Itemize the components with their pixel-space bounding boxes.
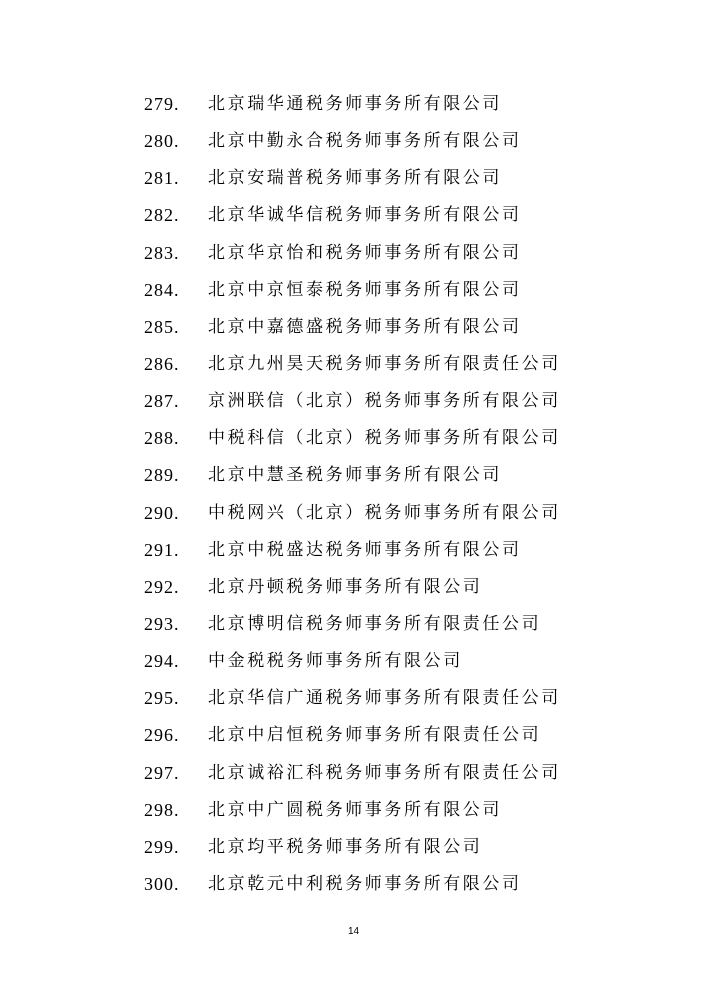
firm-name: 北京乾元中利税务师事务所有限公司	[208, 874, 522, 895]
list-item	[144, 495, 664, 532]
firm-name: 北京均平税务师事务所有限公司	[208, 836, 483, 857]
list-item	[144, 643, 664, 680]
entry-number: 293.	[144, 614, 180, 635]
list-item	[144, 235, 664, 272]
firm-name: 北京中慧圣税务师事务所有限公司	[208, 465, 502, 486]
page-number: 14	[347, 926, 360, 937]
firm-name: 北京华信广通税务师事务所有限责任公司	[208, 688, 561, 709]
entry-number: 287.	[144, 391, 180, 412]
firm-list	[144, 86, 664, 903]
firm-name: 京洲联信（北京）税务师事务所有限公司	[208, 391, 561, 412]
entry-number: 279.	[144, 94, 180, 115]
list-item	[144, 160, 664, 197]
entry-number: 294.	[144, 651, 180, 672]
firm-name: 中税网兴（北京）税务师事务所有限公司	[208, 502, 561, 523]
list-item	[144, 829, 664, 866]
firm-name: 北京中勤永合税务师事务所有限公司	[208, 131, 522, 152]
entry-number: 282.	[144, 205, 180, 226]
entry-number: 285.	[144, 316, 180, 337]
firm-name: 中金税税务师事务所有限公司	[208, 651, 463, 672]
firm-name: 北京华诚华信税务师事务所有限公司	[208, 205, 522, 226]
list-item	[144, 123, 664, 160]
entry-number: 296.	[144, 725, 180, 746]
list-item	[144, 532, 664, 569]
entry-number: 295.	[144, 688, 180, 709]
list-item	[144, 680, 664, 717]
list-item	[144, 717, 664, 754]
list-item	[144, 457, 664, 494]
entry-number: 297.	[144, 762, 180, 783]
firm-name: 北京中税盛达税务师事务所有限公司	[208, 539, 522, 560]
firm-name: 北京华京怡和税务师事务所有限公司	[208, 242, 522, 263]
list-item	[144, 272, 664, 309]
firm-name: 北京博明信税务师事务所有限责任公司	[208, 614, 542, 635]
list-item	[144, 866, 664, 903]
list-item	[144, 346, 664, 383]
firm-name: 北京中启恒税务师事务所有限责任公司	[208, 725, 542, 746]
list-item	[144, 197, 664, 234]
firm-name: 北京瑞华通税务师事务所有限公司	[208, 94, 502, 115]
entry-number: 300.	[144, 874, 180, 895]
entry-number: 289.	[144, 465, 180, 486]
entry-number: 286.	[144, 354, 180, 375]
list-item	[144, 755, 664, 792]
firm-name: 北京诚裕汇科税务师事务所有限责任公司	[208, 762, 561, 783]
firm-name: 北京中广圆税务师事务所有限公司	[208, 799, 502, 820]
entry-number: 280.	[144, 131, 180, 152]
entry-number: 281.	[144, 168, 180, 189]
list-item	[144, 792, 664, 829]
firm-name: 北京丹顿税务师事务所有限公司	[208, 576, 483, 597]
entry-number: 288.	[144, 428, 180, 449]
firm-name: 北京中京恒泰税务师事务所有限公司	[208, 279, 522, 300]
firm-name: 中税科信（北京）税务师事务所有限公司	[208, 428, 561, 449]
entry-number: 298.	[144, 799, 180, 820]
list-item	[144, 569, 664, 606]
firm-name: 北京中嘉德盛税务师事务所有限公司	[208, 316, 522, 337]
list-item	[144, 309, 664, 346]
entry-number: 292.	[144, 576, 180, 597]
entry-number: 284.	[144, 279, 180, 300]
entry-number: 283.	[144, 242, 180, 263]
firm-name: 北京安瑞普税务师事务所有限公司	[208, 168, 502, 189]
entry-number: 290.	[144, 502, 180, 523]
firm-name: 北京九州昊天税务师事务所有限责任公司	[208, 354, 561, 375]
entry-number: 299.	[144, 836, 180, 857]
list-item	[144, 383, 664, 420]
entry-number: 291.	[144, 539, 180, 560]
list-item	[144, 606, 664, 643]
list-item	[144, 420, 664, 457]
list-item	[144, 86, 664, 123]
